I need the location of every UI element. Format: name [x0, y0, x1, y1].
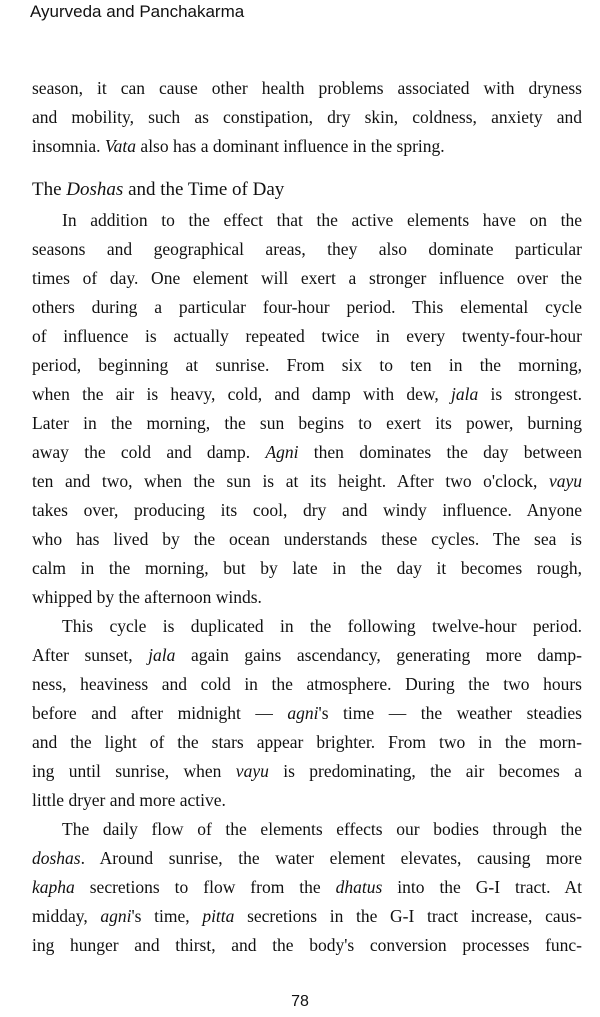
- text-segment: ness, heaviness and cold in the atmosphere. During the two hours: [32, 674, 582, 694]
- heading-italic: Doshas: [66, 179, 124, 200]
- text-segment: . Around sunrise, the water element elevates, causing more: [80, 848, 582, 868]
- text-line: [32, 206, 582, 235]
- paragraph-1: [32, 74, 582, 161]
- text-segment: period, beginning at sunrise. From six to ten in the morning,: [32, 355, 582, 375]
- italic-term: dhatus: [335, 877, 383, 897]
- paragraph-4: [32, 815, 582, 960]
- text-line: [32, 380, 582, 409]
- italic-term: pitta: [202, 906, 235, 926]
- italic-term: doshas: [32, 848, 81, 868]
- italic-term: vayu: [235, 761, 269, 781]
- text-segment: is predominating, the air becomes a: [268, 761, 583, 781]
- text-segment: little dryer and more active.: [32, 790, 226, 810]
- text-segment: is strongest.: [478, 384, 582, 404]
- text-line: [32, 641, 582, 670]
- text-line: [32, 467, 582, 496]
- text-line: [32, 931, 582, 960]
- text-line: [32, 74, 582, 103]
- text-segment: insomnia.: [32, 136, 105, 156]
- text-segment: and mobility, such as constipation, dry skin, coldness, anxiety and: [32, 107, 582, 127]
- text-segment: when the air is heavy, cold, and damp with dew,: [32, 384, 452, 404]
- text-segment: seasons and geographical areas, they also dominate particular: [32, 239, 582, 259]
- text-segment: The daily flow of the elements effects our bodies through the: [62, 819, 582, 839]
- text-line: [32, 132, 582, 161]
- text-line: [32, 496, 582, 525]
- page-number: 78: [291, 993, 309, 1010]
- italic-term: kapha: [32, 877, 75, 897]
- text-line: [32, 322, 582, 351]
- text-line: [32, 873, 582, 902]
- text-segment: takes over, producing its cool, dry and windy influence. Anyone: [32, 500, 582, 520]
- text-segment: This cycle is duplicated in the following twelve-hour period.: [62, 616, 582, 636]
- text-line: [32, 786, 582, 815]
- body-text: [32, 74, 582, 960]
- text-segment: others during a particular four-hour period. This elemental cycle: [32, 297, 582, 317]
- text-segment: After sunset,: [32, 645, 149, 665]
- text-line: [32, 235, 582, 264]
- text-segment: secretions to flow from the: [74, 877, 336, 897]
- text-segment: times of day. One element will exert a stronger influence over the: [32, 268, 582, 288]
- heading-post: and the Time of Day: [123, 179, 285, 200]
- text-line: [32, 844, 582, 873]
- italic-term: agni: [287, 703, 319, 723]
- text-line: [32, 293, 582, 322]
- text-line: [32, 902, 582, 931]
- text-segment: 's time,: [131, 906, 203, 926]
- text-line: [32, 438, 582, 467]
- text-line: [32, 583, 582, 612]
- text-segment: before and after midnight —: [32, 703, 288, 723]
- text-line: [32, 554, 582, 583]
- italic-term: vayu: [548, 471, 582, 491]
- text-segment: away the cold and damp.: [32, 442, 266, 462]
- text-segment: again gains ascendancy, generating more damp-: [175, 645, 582, 665]
- text-line: [32, 728, 582, 757]
- italic-term: jala: [148, 645, 176, 665]
- italic-term: Agni: [265, 442, 299, 462]
- text-line: [32, 525, 582, 554]
- text-line: [32, 757, 582, 786]
- text-line: [32, 264, 582, 293]
- text-segment: ing hunger and thirst, and the body's conversion processes func-: [32, 935, 582, 955]
- text-segment: season, it can cause other health problems associated with dryness: [32, 78, 582, 98]
- running-head: Ayurveda and Panchakarma: [30, 2, 245, 21]
- text-segment: who has lived by the ocean understands these cycles. The sea is: [32, 529, 582, 549]
- text-segment: secretions in the G-I tract increase, caus-: [234, 906, 583, 926]
- text-segment: Later in the morning, the sun begins to exert its power, burning: [32, 413, 582, 433]
- paragraph-2: [32, 206, 582, 612]
- paragraph-3: [32, 612, 582, 815]
- text-line: [32, 351, 582, 380]
- text-line: [32, 409, 582, 438]
- text-line: [32, 699, 582, 728]
- text-line: [32, 103, 582, 132]
- text-segment: then dominates the day between: [298, 442, 582, 462]
- text-segment: ing until sunrise, when: [32, 761, 236, 781]
- text-segment: In addition to the effect that the active elements have on the: [62, 210, 582, 230]
- text-segment: calm in the morning, but by late in the day it becomes rough,: [32, 558, 582, 578]
- text-segment: and the light of the stars appear brighter. From two in the morn-: [32, 732, 582, 752]
- text-line: [32, 670, 582, 699]
- italic-term: Vata: [104, 136, 137, 156]
- italic-term: agni: [100, 906, 132, 926]
- text-segment: midday,: [32, 906, 101, 926]
- section-heading: [32, 175, 582, 204]
- text-segment: of influence is actually repeated twice in every twenty-four-hour: [32, 326, 582, 346]
- text-segment: whipped by the afternoon winds.: [32, 587, 262, 607]
- text-segment: into the G-I tract. At: [382, 877, 582, 897]
- heading-pre: The: [32, 179, 67, 200]
- italic-term: jala: [451, 384, 479, 404]
- text-line: [32, 612, 582, 641]
- text-segment: also has a dominant influence in the spring.: [136, 136, 445, 156]
- text-segment: 's time — the weather steadies: [318, 703, 582, 723]
- text-segment: ten and two, when the sun is at its height. After two o'clock,: [32, 471, 549, 491]
- text-line: [32, 815, 582, 844]
